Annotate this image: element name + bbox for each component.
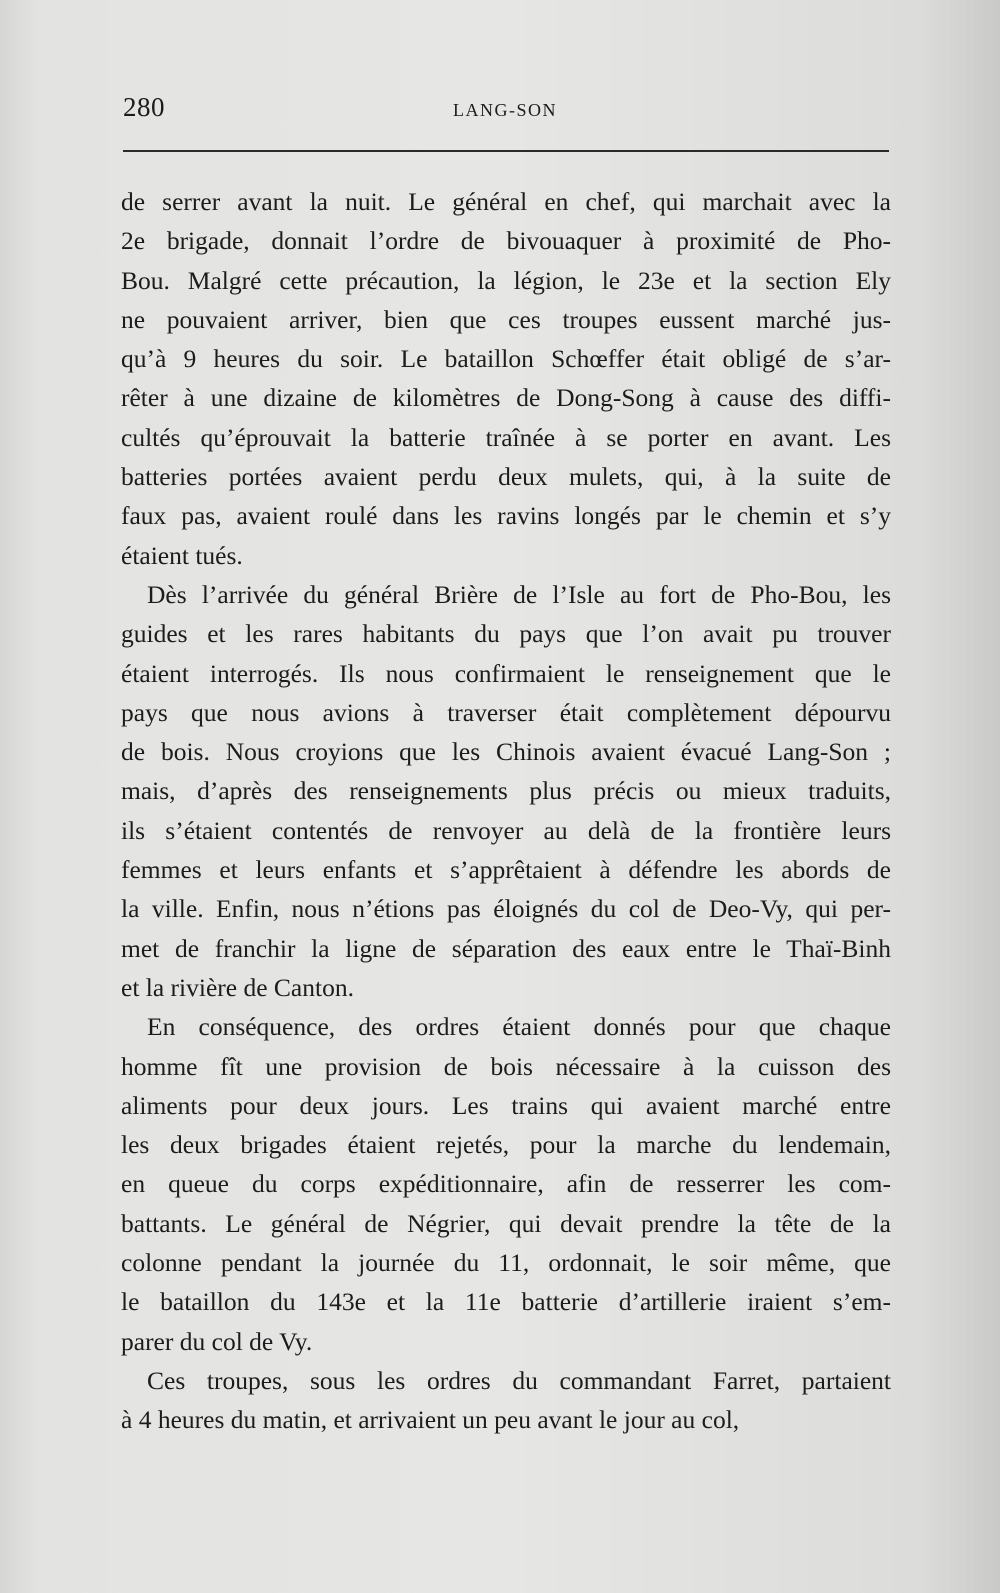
text-line: guides et les rares habitants du pays que l’on avait pu trouver (121, 619, 891, 649)
text-line: à 4 heures du matin, et arrivaient un peu avant le jour au col, (121, 1405, 740, 1435)
text-line: femmes et leurs enfants et s’apprêtaient à défendre les abords de (121, 855, 891, 885)
text-line: de bois. Nous croyions que les Chinois avaient évacué Lang-Son ; (121, 737, 891, 767)
paragraph (121, 1361, 891, 1440)
body-text (121, 182, 891, 1440)
text-line: En conséquence, des ordres étaient donnés pour que chaque (147, 1012, 891, 1042)
running-title: LANG-SON (453, 100, 557, 120)
text-line: étaient tués. (121, 540, 243, 570)
text-line: étaient interrogés. Ils nous confirmaient le renseignement que le (121, 658, 891, 688)
text-line: battants. Le général de Négrier, qui devait prendre la tête de la (121, 1208, 891, 1238)
text-line: aliments pour deux jours. Les trains qui avaient marché entre (121, 1090, 891, 1120)
text-line: 2e brigade, donnait l’ordre de bivouaquer à proximité de Pho- (121, 226, 891, 256)
paragraph (121, 1007, 891, 1361)
text-line: parer du col de Vy. (121, 1326, 313, 1356)
text-line: batteries portées avaient perdu deux mulets, qui, à la suite de (121, 462, 891, 492)
text-line: homme fît une provision de bois nécessaire à la cuisson des (121, 1051, 891, 1081)
text-line: ils s’étaient contentés de renvoyer au delà de la frontière leurs (121, 815, 891, 845)
text-line: met de franchir la ligne de séparation des eaux entre le Thaï-Binh (121, 933, 891, 963)
text-line: en queue du corps expéditionnaire, afin de resserrer les com- (121, 1169, 891, 1199)
text-line: cultés qu’éprouvait la batterie traînée à se porter en avant. Les (121, 422, 891, 452)
page-header (123, 92, 889, 132)
header-rule (123, 150, 889, 152)
text-line: Dès l’arrivée du général Brière de l’Isle au fort de Pho-Bou, les (147, 579, 891, 609)
text-line: qu’à 9 heures du soir. Le bataillon Schœffer était obligé de s’ar- (121, 344, 891, 374)
text-line: mais, d’après des renseignements plus précis ou mieux traduits, (121, 776, 891, 806)
text-line: les deux brigades étaient rejetés, pour la marche du lendemain, (121, 1130, 891, 1160)
paragraph (121, 575, 891, 1007)
text-line: la ville. Enfin, nous n’étions pas éloignés du col de Deo-Vy, qui per- (121, 894, 891, 924)
text-line: colonne pendant la journée du 11, ordonnait, le soir même, que (121, 1248, 891, 1278)
text-line: pays que nous avions à traverser était complètement dépourvu (121, 697, 891, 727)
text-line: Ces troupes, sous les ordres du commandant Farret, partaient (147, 1365, 891, 1395)
text-line: rêter à une dizaine de kilomètres de Dong-Song à cause des diffi- (121, 383, 891, 413)
text-line: le bataillon du 143e et la 11e batterie d’artillerie iraient s’em- (121, 1287, 891, 1317)
page-number: 280 (123, 92, 165, 122)
text-line: faux pas, avaient roulé dans les ravins longés par le chemin et s’y (121, 501, 891, 531)
paragraph (121, 182, 891, 575)
text-line: de serrer avant la nuit. Le général en chef, qui marchait avec la (121, 187, 891, 216)
text-line: Bou. Malgré cette précaution, la légion, le 23e et la section Ely (121, 265, 891, 295)
text-line: ne pouvaient arriver, bien que ces troupes eussent marché jus- (121, 304, 891, 334)
text-line: et la rivière de Canton. (121, 972, 354, 1002)
